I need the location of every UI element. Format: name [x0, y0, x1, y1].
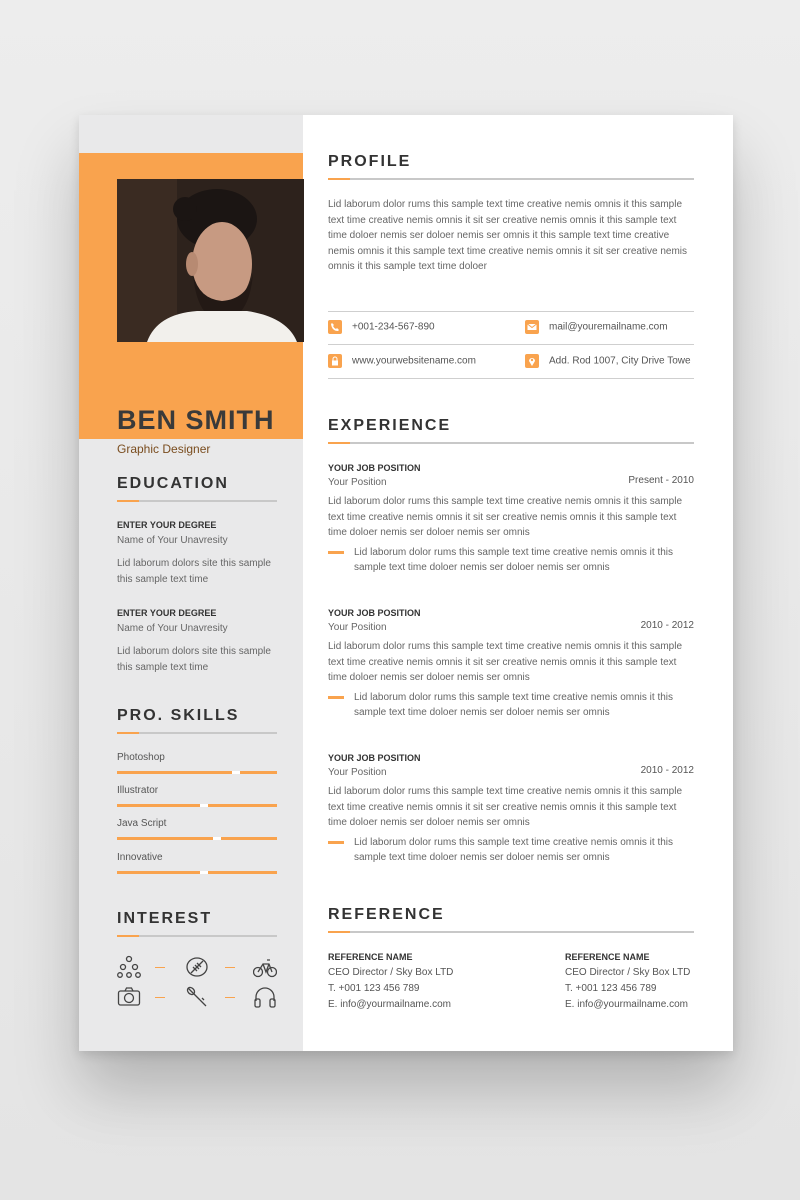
job-bullet: Lid laborum dolor rums this sample text time creative nemis omnis it this sample text time doloer nemis ser doloer nemis ser omnis	[328, 835, 694, 866]
skill-bar	[117, 804, 277, 807]
reference-role: CEO Director / Sky Box LTD	[328, 967, 454, 978]
experience-heading: EXPERIENCE	[328, 417, 452, 434]
education-description: Lid laborum dolors site this sample this sample text time	[117, 558, 271, 585]
experience-item	[328, 463, 694, 576]
job-title: YOUR JOB POSITION	[328, 463, 421, 473]
experience-rule	[328, 442, 694, 444]
interest-heading: INTEREST	[117, 910, 213, 927]
experience-item	[328, 753, 694, 866]
contact-email	[525, 320, 668, 334]
job-description: Lid laborum dolor rums this sample text time creative nemis omnis it this sample text time creative nemis omnis it sit ser creative nemis omnis it this sample text time doloer nemis ser doloer nemis ser omnis	[328, 641, 683, 683]
contact-divider	[328, 378, 694, 379]
person-title: Graphic Designer	[117, 442, 211, 456]
education-degree: ENTER YOUR DEGREE	[117, 520, 217, 530]
football-icon	[185, 955, 209, 979]
reference-rule	[328, 931, 694, 933]
contact-row	[328, 346, 694, 380]
job-bullet: Lid laborum dolor rums this sample text time creative nemis omnis it this sample text time doloer nemis ser doloer nemis ser omnis	[328, 545, 694, 576]
education-degree: ENTER YOUR DEGREE	[117, 608, 217, 618]
skill-item	[117, 785, 277, 807]
camera-icon	[117, 985, 141, 1009]
reference-role: CEO Director / Sky Box LTD	[565, 967, 691, 978]
icon-separator	[225, 967, 235, 968]
reference-heading: REFERENCE	[328, 906, 445, 923]
education-item	[117, 520, 277, 588]
education-description: Lid laborum dolors site this sample this sample text time	[117, 646, 271, 673]
lock-icon	[328, 354, 342, 368]
headphones-icon	[253, 985, 277, 1009]
education-school: Name of Your Unavresity	[117, 535, 228, 546]
reference-email: E. info@yourmailname.com	[328, 999, 451, 1010]
education-school: Name of Your Unavresity	[117, 623, 228, 634]
network-icon	[117, 955, 141, 979]
education-heading: EDUCATION	[117, 475, 229, 492]
icon-separator	[225, 997, 235, 998]
reference-email: E. info@yourmailname.com	[565, 999, 688, 1010]
education-item	[117, 608, 277, 676]
reference-item	[565, 949, 735, 1013]
skill-label: Photoshop	[117, 752, 165, 763]
job-date: 2010 - 2012	[640, 620, 694, 631]
reference-phone: T. +001 123 456 789	[565, 983, 657, 994]
profile-photo	[117, 179, 304, 342]
phone-text: +001-234-567-890	[352, 321, 435, 333]
skills-rule	[117, 732, 277, 734]
job-title: YOUR JOB POSITION	[328, 608, 421, 618]
interest-rule	[117, 935, 277, 937]
reference-phone: T. +001 123 456 789	[328, 983, 420, 994]
reference-item	[328, 949, 498, 1013]
skill-label: Innovative	[117, 852, 163, 863]
education-rule	[117, 500, 277, 502]
contact-phone	[328, 320, 435, 334]
skill-item	[117, 818, 277, 840]
job-bullet: Lid laborum dolor rums this sample text time creative nemis omnis it this sample text time doloer nemis ser doloer nemis ser omnis	[328, 690, 694, 721]
skill-bar	[117, 771, 277, 774]
contact-divider	[328, 344, 694, 345]
job-date: Present - 2010	[628, 475, 694, 486]
location-icon	[525, 354, 539, 368]
job-position: Your Position	[328, 767, 387, 778]
skill-bar	[117, 837, 277, 840]
skill-item	[117, 752, 277, 774]
experience-item	[328, 608, 694, 721]
mail-icon	[525, 320, 539, 334]
icon-separator	[155, 997, 165, 998]
icon-separator	[155, 967, 165, 968]
job-description: Lid laborum dolor rums this sample text time creative nemis omnis it this sample text time creative nemis omnis it sit ser creative nemis omnis it this sample text time doloer nemis ser doloer nemis ser omnis	[328, 786, 683, 828]
profile-heading: PROFILE	[328, 153, 412, 170]
contact-address	[525, 354, 691, 368]
person-name: BEN SMITH	[117, 405, 275, 435]
skill-label: Illustrator	[117, 785, 159, 796]
job-title: YOUR JOB POSITION	[328, 753, 421, 763]
profile-rule	[328, 178, 694, 180]
profile-header	[79, 153, 303, 456]
skill-bar	[117, 871, 277, 874]
phone-icon	[328, 320, 342, 334]
reference-name: REFERENCE NAME	[565, 952, 650, 962]
email-text: mail@youremailname.com	[549, 321, 668, 333]
reference-name: REFERENCE NAME	[328, 952, 413, 962]
resume-page	[79, 115, 733, 1051]
job-date: 2010 - 2012	[640, 765, 694, 776]
job-position: Your Position	[328, 622, 387, 633]
bicycle-icon	[253, 955, 277, 979]
contact-website	[328, 354, 476, 368]
profile-text: Lid laborum dolor rums this sample text time creative nemis omnis it this sample text time creative nemis omnis it sit ser creative nemis omnis it this sample text time doloer nemis ser doloer nemis ser omnis it this sample text time creative nemis omnis it this sample text time creative nemis omnis it sit ser creative nemis omnis it this sample text time doloer	[328, 199, 687, 272]
job-description: Lid laborum dolor rums this sample text time creative nemis omnis it this sample text time creative nemis omnis it sit ser creative nemis omnis it this sample text time doloer nemis ser doloer nemis ser omnis	[328, 496, 683, 538]
contact-row	[328, 312, 694, 346]
badminton-icon	[185, 985, 209, 1009]
job-position: Your Position	[328, 477, 387, 488]
website-text: www.yourwebsitename.com	[352, 355, 476, 367]
skill-label: Java Script	[117, 818, 167, 829]
address-text: Add. Rod 1007, City Drive Towe	[549, 355, 691, 367]
skill-item	[117, 852, 277, 874]
skills-heading: PRO. SKILLS	[117, 707, 240, 724]
